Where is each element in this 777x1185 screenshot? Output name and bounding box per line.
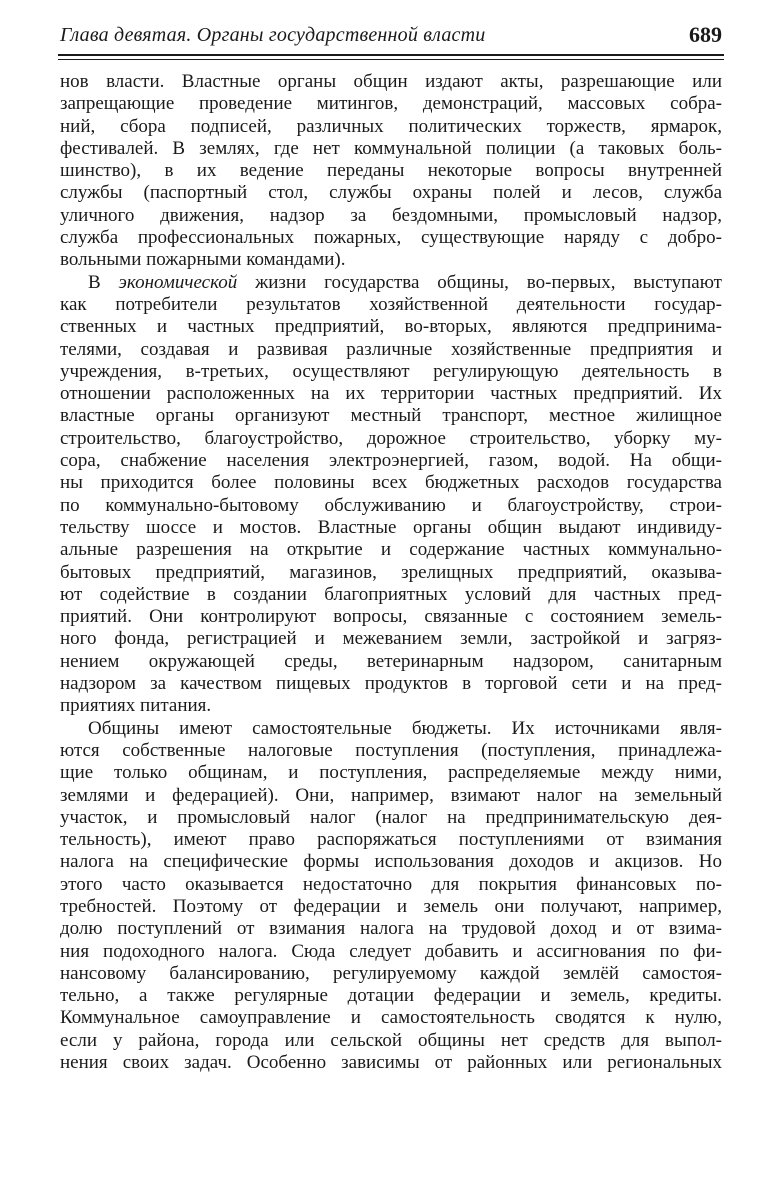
text-line: учреждения, в-третьих, осуществляют регулирующую деятельность в (60, 360, 722, 382)
text-line: нением окружающей среды, ветеринарным надзором, санитарным (60, 650, 722, 672)
text-line: строительство, благоустройство, дорожное строительство, уборку му- (60, 427, 722, 449)
text-line: телями, создавая и развивая различные хозяйственные предприятия и (60, 338, 722, 360)
text-line: ния подоходного налога. Сюда следует добавить и ассигнования по фи- (60, 940, 722, 962)
header-rule-thick (58, 54, 724, 56)
text-line: шинство), в их ведение переданы некоторые вопросы внутренней (60, 160, 722, 182)
paragraph (60, 71, 722, 272)
text-line: сора, снабжение населения электроэнергией, газом, водой. На общи- (60, 450, 722, 472)
paragraph (60, 718, 722, 1075)
text-line: властные органы организуют местный транспорт, местное жилищное (60, 405, 722, 427)
text-line: фестивалей. В землях, где нет коммунальной полиции (а таковых боль- (60, 137, 722, 159)
running-head (60, 20, 722, 52)
text-line: В экономической жизни государства общины, во-первых, выступают (88, 271, 722, 293)
text-line: отношении расположенных на их территории частных предприятий. Их (60, 383, 722, 405)
text-line: бытовых предприятий, магазинов, зрелищных предприятий, оказыва- (60, 561, 722, 583)
text-line: Общины имеют самостоятельные бюджеты. Их источниками явля- (88, 717, 722, 739)
body-text (60, 71, 722, 1074)
text-line: Коммунальное самоуправление и самостоятельность сводятся к нулю, (60, 1007, 722, 1029)
text-line: ют содействие в создании благоприятных условий для частных пред- (60, 583, 722, 605)
text-line: нов власти. Властные органы общин издают акты, разрешающие или (60, 71, 722, 92)
header-rule-thin (58, 59, 724, 60)
text-line: вольными пожарными командами). (60, 249, 346, 271)
text-line: нения своих задач. Особенно зависимы от районных или региональных (60, 1052, 722, 1074)
text-line: службы (паспортный стол, службы охраны полей и лесов, служба (60, 182, 722, 204)
text-line: ний, сбора подписей, различных политических торжеств, ярмарок, (60, 115, 722, 137)
text-line: служба профессиональных пожарных, существующие наряду с добро- (60, 227, 722, 249)
text-line: ственных и частных предприятий, во-вторых, являются предпринима- (60, 316, 722, 338)
text-line: запрещающие проведение митингов, демонстраций, массовых собра- (60, 93, 722, 115)
text-line: налога на специфические формы использования доходов и акцизов. Но (60, 851, 722, 873)
text-line: приятиях питания. (60, 695, 212, 717)
text-line: щие только общинам, и поступления, распределяемые между ними, (60, 762, 722, 784)
text-line: тельству шоссе и мостов. Властные органы общин выдают индивиду- (60, 516, 722, 538)
text-line: участок, и промысловый налог (налог на предпринимательскую дея- (60, 806, 722, 828)
text-line: требностей. Поэтому от федерации и земель они получают, например, (60, 895, 722, 917)
text-line: уличного движения, надзор за бездомными, промысловый надзор, (60, 204, 722, 226)
text-line: тельно, а также регулярные дотации федерации и земель, кредиты. (60, 985, 722, 1007)
text-line: по коммунально-бытовому обслуживанию и благоустройству, строи- (60, 494, 722, 516)
text-line: тельность), имеют право распоряжаться поступлениями от взимания (60, 829, 722, 851)
text-line: как потребители результатов хозяйственной деятельности государ- (60, 293, 722, 315)
text-line: этого часто оказывается недостаточно для покрытия финансовых по- (60, 873, 722, 895)
text-line: ны приходится более половины всех бюджетных расходов государства (60, 472, 722, 494)
paragraph (60, 272, 722, 718)
text-line: если у района, города или сельской общины нет средств для выпол- (60, 1029, 722, 1051)
text-line: ного фонда, регистрацией и межеванием земли, застройкой и загряз- (60, 628, 722, 650)
chapter-title: Глава девятая. Органы государственной власти (60, 24, 486, 46)
text-line: нансовому балансированию, регулируемому каждой землёй самостоя- (60, 962, 722, 984)
text-line: альные разрешения на открытие и содержание частных коммунально- (60, 539, 722, 561)
text-line: землями и федерацией). Они, например, взимают налог на земельный (60, 784, 722, 806)
text-line: долю поступлений от взимания налога на трудовой доход и от взима- (60, 918, 722, 940)
text-line: надзором за качеством пищевых продуктов в торговой сети и на пред- (60, 673, 722, 695)
text-line: ются собственные налоговые поступления (поступления, принадлежа- (60, 739, 722, 761)
page-number: 689 (689, 22, 722, 47)
text-line: приятий. Они контролируют вопросы, связанные с состоянием земель- (60, 606, 722, 628)
